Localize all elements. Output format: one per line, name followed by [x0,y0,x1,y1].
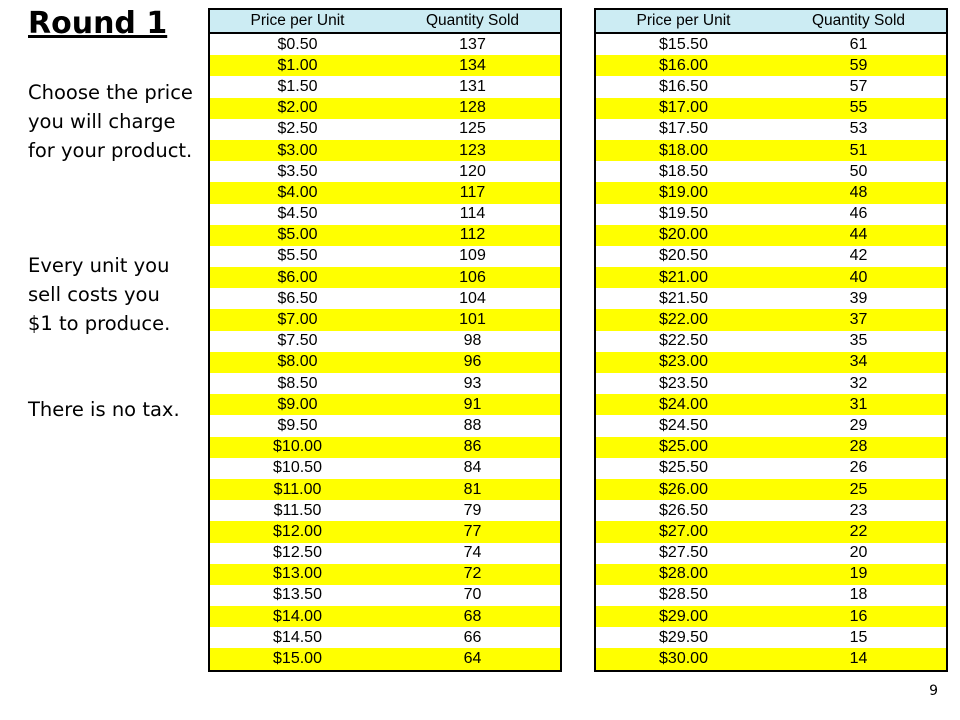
table-row [210,55,560,76]
price-cell: $18.00 [659,141,708,159]
price-cell: $0.50 [277,35,318,53]
table-body-right [596,34,946,670]
price-cell: $25.00 [659,438,708,456]
table-row [210,76,560,97]
price-cell: $26.50 [659,501,708,519]
quantity-cell: 117 [459,183,486,201]
price-cell: $27.00 [659,522,708,540]
price-cell: $8.00 [277,353,318,371]
price-cell: $12.00 [273,522,322,540]
price-cell: $25.50 [659,459,708,477]
price-cell: $7.00 [277,311,318,329]
price-cell: $21.00 [659,268,708,286]
quantity-cell: 18 [849,586,868,604]
table-row [210,246,560,267]
instruction-choose-price: Choose the price you will charge for your product. [28,81,193,162]
table-row [596,500,946,521]
table-row [596,627,946,648]
table-row [596,415,946,436]
price-cell: $15.00 [273,650,322,668]
table-row [596,267,946,288]
price-cell: $18.50 [659,162,708,180]
quantity-cell: 39 [849,289,868,307]
quantity-cell: 70 [463,586,482,604]
table-row [596,606,946,627]
table-row [596,140,946,161]
quantity-cell: 109 [459,247,486,265]
table-row [596,98,946,119]
quantity-cell: 137 [459,35,486,53]
quantity-cell: 134 [459,56,486,74]
quantity-cell: 86 [463,438,482,456]
table-row [210,458,560,479]
table-row [596,246,946,267]
table-row [210,267,560,288]
quantity-cell: 23 [849,501,868,519]
price-cell: $19.50 [659,205,708,223]
quantity-cell: 79 [463,501,482,519]
table-row [210,606,560,627]
price-cell: $12.50 [273,544,322,562]
quantity-cell: 37 [849,311,868,329]
quantity-cell: 114 [459,205,486,223]
table-row [596,225,946,246]
price-cell: $14.50 [273,628,322,646]
page-number: 9 [929,683,938,699]
quantity-cell: 42 [849,247,868,265]
table-row [596,55,946,76]
price-cell: $20.00 [659,226,708,244]
price-cell: $29.00 [659,607,708,625]
quantity-cell: 25 [849,480,868,498]
quantity-cell: 28 [849,438,868,456]
quantity-cell: 77 [463,522,482,540]
quantity-cell: 96 [463,353,482,371]
quantity-cell: 29 [849,416,868,434]
price-cell: $28.00 [659,565,708,583]
quantity-cell: 123 [459,141,486,159]
table-row [210,373,560,394]
quantity-cell: 50 [849,162,868,180]
price-cell: $17.00 [659,99,708,117]
price-cell: $11.00 [273,480,322,498]
quantity-cell: 53 [849,120,868,138]
quantity-cell: 131 [459,77,486,95]
table-row [596,521,946,542]
price-cell: $6.50 [277,289,318,307]
price-cell: $8.50 [277,374,318,392]
table-row [596,373,946,394]
table-row [210,437,560,458]
quantity-cell: 59 [849,56,868,74]
price-cell: $4.00 [277,183,318,201]
price-cell: $27.50 [659,544,708,562]
table-row [210,627,560,648]
table-row [596,161,946,182]
quantity-cell: 72 [463,565,482,583]
header-quantity: Quantity Sold [425,12,520,29]
table-row [210,521,560,542]
table-row [596,543,946,564]
quantity-cell: 48 [849,183,868,201]
table-row [210,352,560,373]
price-table-right [594,8,948,672]
price-cell: $2.00 [277,99,318,117]
table-row [210,331,560,352]
table-header [596,10,946,34]
table-row [596,479,946,500]
quantity-cell: 125 [459,120,486,138]
quantity-cell: 40 [849,268,868,286]
price-table-left [208,8,562,672]
quantity-cell: 98 [463,332,482,350]
table-row [596,182,946,203]
price-cell: $22.50 [659,332,708,350]
quantity-cell: 104 [459,289,486,307]
quantity-cell: 20 [849,544,868,562]
price-cell: $14.00 [273,607,322,625]
table-row [210,98,560,119]
quantity-cell: 93 [463,374,482,392]
quantity-cell: 35 [849,332,868,350]
instruction-no-tax: There is no tax. [28,398,180,421]
price-cell: $23.00 [659,353,708,371]
table-row [596,352,946,373]
price-cell: $2.50 [277,120,318,138]
quantity-cell: 22 [849,522,868,540]
quantity-cell: 84 [463,459,482,477]
table-row [210,225,560,246]
quantity-cell: 120 [459,162,486,180]
price-cell: $23.50 [659,374,708,392]
quantity-cell: 106 [459,268,486,286]
price-cell: $26.00 [659,480,708,498]
price-cell: $28.50 [659,586,708,604]
table-row [596,437,946,458]
quantity-cell: 55 [849,99,868,117]
table-row [596,76,946,97]
price-cell: $15.50 [659,35,708,53]
quantity-cell: 51 [849,141,868,159]
quantity-cell: 46 [849,205,868,223]
quantity-cell: 64 [463,650,482,668]
table-row [210,415,560,436]
price-cell: $9.00 [277,395,318,413]
price-cell: $10.50 [273,459,322,477]
table-row [210,161,560,182]
price-cell: $1.50 [277,77,318,95]
header-price: Price per Unit [250,12,345,29]
table-row [210,479,560,500]
price-cell: $11.50 [273,501,322,519]
price-cell: $6.00 [277,268,318,286]
table-row [210,394,560,415]
table-row [596,309,946,330]
price-cell: $21.50 [659,289,708,307]
table-row [596,331,946,352]
quantity-cell: 31 [849,395,868,413]
table-row [596,34,946,55]
table-row [596,288,946,309]
price-cell: $22.00 [659,311,708,329]
quantity-cell: 74 [463,544,482,562]
price-cell: $24.00 [659,395,708,413]
quantity-cell: 81 [463,480,482,498]
table-row [210,204,560,225]
price-cell: $24.50 [659,416,708,434]
quantity-cell: 66 [463,628,482,646]
quantity-cell: 61 [849,35,868,53]
price-cell: $10.00 [273,438,322,456]
price-cell: $1.00 [277,56,318,74]
quantity-cell: 68 [463,607,482,625]
quantity-cell: 14 [849,650,868,668]
price-cell: $3.50 [277,162,318,180]
price-cell: $16.50 [659,77,708,95]
header-price: Price per Unit [636,12,731,29]
quantity-cell: 57 [849,77,868,95]
header-quantity: Quantity Sold [811,12,906,29]
instruction-unit-cost: Every unit you sell costs you $1 to produce. [28,254,171,335]
table-row [596,119,946,140]
price-cell: $20.50 [659,247,708,265]
page-title: Round 1 [28,6,168,41]
price-cell: $7.50 [277,332,318,350]
table-row [596,204,946,225]
table-header [210,10,560,34]
quantity-cell: 16 [849,607,868,625]
quantity-cell: 32 [849,374,868,392]
quantity-cell: 128 [459,99,486,117]
quantity-cell: 44 [849,226,868,244]
quantity-cell: 19 [849,565,868,583]
quantity-cell: 26 [849,459,868,477]
price-cell: $13.50 [273,586,322,604]
price-cell: $29.50 [659,628,708,646]
price-cell: $13.00 [273,565,322,583]
quantity-cell: 15 [849,628,868,646]
price-cell: $5.00 [277,226,318,244]
table-row [210,648,560,669]
table-row [210,34,560,55]
table-body-left [210,34,560,670]
table-row [596,394,946,415]
price-cell: $17.50 [659,120,708,138]
table-row [210,543,560,564]
table-row [210,585,560,606]
table-row [210,140,560,161]
price-cell: $19.00 [659,183,708,201]
table-row [210,182,560,203]
quantity-cell: 101 [459,311,486,329]
price-cell: $5.50 [277,247,318,265]
table-row [210,119,560,140]
price-cell: $3.00 [277,141,318,159]
price-cell: $30.00 [659,650,708,668]
quantity-cell: 91 [463,395,482,413]
table-row [210,288,560,309]
quantity-cell: 112 [459,226,486,244]
table-row [210,309,560,330]
table-row [210,564,560,585]
quantity-cell: 34 [849,353,868,371]
table-row [596,458,946,479]
table-row [210,500,560,521]
table-row [596,648,946,669]
quantity-cell: 88 [463,416,482,434]
price-cell: $16.00 [659,56,708,74]
price-cell: $9.50 [277,416,318,434]
price-cell: $4.50 [277,205,318,223]
table-row [596,585,946,606]
table-row [596,564,946,585]
